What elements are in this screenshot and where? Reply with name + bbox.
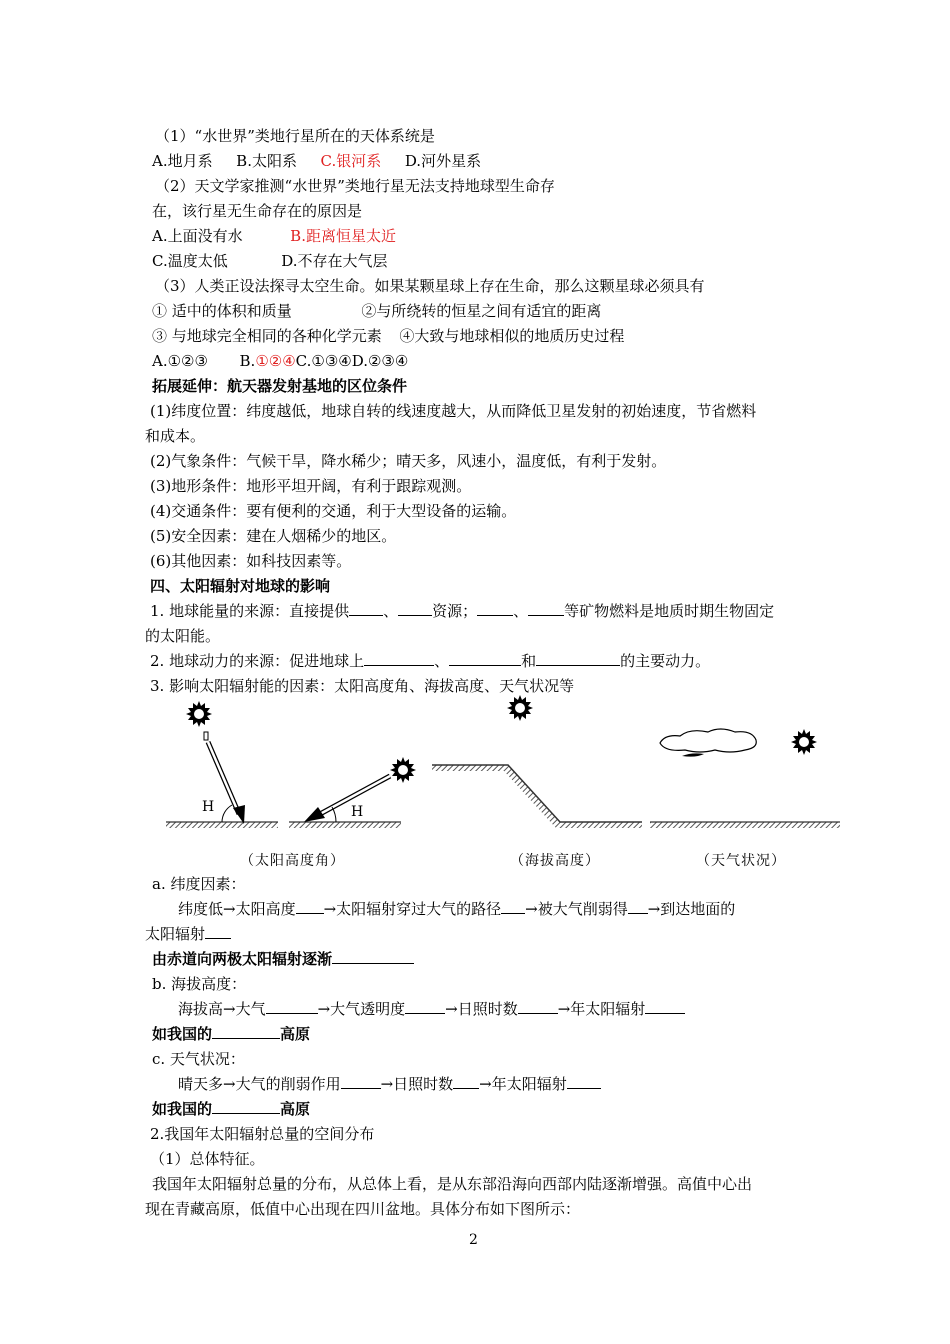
plateau-profile — [432, 765, 642, 828]
q3-item-4: ④大致与地球相似的地质历史过程 — [399, 327, 625, 345]
q3-option-b-answer: ①②④ — [255, 352, 296, 370]
factor-a-text: →太阳辐射穿过大气的路径 — [323, 900, 502, 918]
q3-items-row2 — [152, 326, 624, 346]
section4-line1 — [150, 601, 774, 621]
factor-c-text: 晴天多→大气的削弱作用 — [178, 1075, 341, 1093]
q2-options-row2 — [152, 251, 388, 271]
section4-line2-text-b: 的主要动力。 — [620, 652, 711, 670]
and-word: 和 — [521, 652, 537, 670]
q1-option-a: A.地月系 — [152, 152, 213, 170]
factor-a-conclusion — [152, 949, 414, 969]
section4-line1-text-b: 资源； — [432, 602, 478, 620]
q3-item-1: ① 适中的体积和质量 — [152, 302, 292, 320]
caption-elevation: （海拔高度） — [510, 853, 600, 869]
caption-weather: （天气状况） — [696, 853, 786, 869]
q2-stem-line2: 在，该行星无生命存在的原因是 — [152, 202, 363, 220]
sun-icon — [186, 701, 212, 727]
blank — [212, 1099, 280, 1114]
extension-p1-line2: 和成本。 — [145, 427, 206, 445]
factor-b-text: 海拔高→大气 — [178, 1000, 266, 1018]
q2-stem-line1: （2）天文学家推测“水世界”类地行星无法支持地球型生命存 — [155, 177, 555, 195]
blank — [398, 601, 432, 616]
factor-b-title: b. 海拔高度： — [152, 975, 247, 993]
section4-line3: 3. 影响太阳辐射能的因素：太阳高度角、海拔高度、天气状况等 — [150, 677, 575, 695]
blank — [528, 601, 564, 616]
q1-option-d: D.河外星系 — [404, 152, 482, 170]
q1-stem: （1）“水世界”类地行星所在的天体系统是 — [155, 127, 435, 145]
factor-c-title: c. 天气状况： — [152, 1050, 245, 1068]
factor-c-conclusion — [152, 1099, 310, 1119]
separator: 、 — [383, 602, 399, 620]
cloud-icon — [660, 729, 756, 757]
blank — [518, 999, 558, 1014]
factor-a-text: →到达地面的 — [647, 900, 736, 918]
blank — [205, 924, 231, 939]
extension-p2: (2)气象条件：气候干旱，降水稀少；晴天多，风速小，温度低，有利于发射。 — [150, 452, 667, 470]
q2-option-a: A.上面没有水 — [152, 227, 243, 245]
q3-item-2: ②与所绕转的恒星之间有适宜的距离 — [361, 302, 602, 320]
caption-sun-altitude: （太阳高度角） — [240, 853, 345, 869]
q3-option-b-prefix: B. — [239, 352, 256, 370]
extension-p1-line1: (1)纬度位置：纬度越低，地球自转的线速度越大，从而降低卫星发射的初始速度，节省燃料 — [150, 402, 757, 420]
q3-option-d: D.②③④ — [351, 352, 409, 370]
blank — [536, 651, 620, 666]
blank — [628, 899, 648, 914]
q2-option-c: C.温度太低 — [152, 252, 228, 270]
factor-a-line1 — [178, 899, 735, 919]
q3-stem: （3）人类正设法探寻太空生命。如果某颗星球上存在生命，那么这颗星球必须具有 — [155, 277, 705, 295]
figure-drawing — [160, 690, 850, 875]
factor-b-line1 — [178, 999, 685, 1019]
h-label-2: H — [351, 804, 364, 820]
section4-title: 四、太阳辐射对地球的影响 — [150, 577, 331, 595]
q3-item-3: ③ 与地球完全相同的各种化学元素 — [152, 327, 382, 345]
q2-option-d: D.不存在大气层 — [281, 252, 388, 270]
sun-icon — [390, 757, 416, 783]
sun-icon — [791, 729, 817, 755]
blank — [364, 651, 434, 666]
blank — [332, 949, 414, 964]
angle-arc-1 — [222, 805, 232, 822]
separator: 、 — [434, 652, 450, 670]
q3-option-a: A.①②③ — [152, 352, 208, 370]
section4-line1-text-c: 等矿物燃料是地质时期生物固定 — [564, 602, 775, 620]
separator: 、 — [513, 602, 529, 620]
section4-line2-text-a: 2. 地球动力的来源：促进地球上 — [150, 652, 365, 670]
distribution-p-line1: 我国年太阳辐射总量的分布，从总体上看，是从东部沿海向西部内陆逐渐增强。高值中心出 — [152, 1175, 753, 1193]
blank — [567, 1074, 601, 1089]
q2-options-row1 — [152, 226, 396, 246]
section4-line1-cont: 的太阳能。 — [145, 627, 221, 645]
q1-options — [152, 151, 481, 171]
blank — [296, 899, 324, 914]
section4-line2 — [150, 651, 710, 671]
q1-option-c-answer: C.银河系 — [320, 152, 382, 170]
factor-a-text: →被大气削弱得 — [525, 900, 628, 918]
blank — [212, 1024, 280, 1039]
extension-p6: (6)其他因素：如科技因素等。 — [150, 552, 352, 570]
page-number: 2 — [469, 1232, 478, 1248]
blank — [349, 601, 383, 616]
blank — [645, 999, 685, 1014]
factor-a-text: 太阳辐射 — [145, 925, 206, 943]
factor-c-text: →年太阳辐射 — [479, 1075, 567, 1093]
q3-items-row1 — [152, 301, 601, 321]
ground-strip-2 — [289, 822, 401, 828]
factor-a-line2 — [145, 924, 231, 944]
factor-b-text: →年太阳辐射 — [557, 1000, 646, 1018]
factor-a-text: 纬度低→太阳高度 — [178, 900, 296, 918]
extension-p5: (5)安全因素：建在人烟稀少的地区。 — [150, 527, 397, 545]
h-label-1: H — [202, 799, 215, 815]
blank — [477, 601, 513, 616]
factor-b-conclusion — [152, 1024, 310, 1044]
sun-icon — [507, 695, 533, 721]
q3-options — [152, 351, 408, 371]
q2-option-b-answer: B.距离恒星太近 — [290, 227, 396, 245]
factor-b-text: →大气透明度 — [317, 1000, 406, 1018]
low-sun-ray-arrow — [304, 776, 390, 822]
blank — [449, 651, 521, 666]
extension-p4: (4)交通条件：要有便利的交通，利于大型设备的运输。 — [150, 502, 517, 520]
blank — [341, 1074, 381, 1089]
factor-c-line1 — [178, 1074, 601, 1094]
blank — [405, 999, 445, 1014]
blank — [501, 899, 525, 914]
extension-title: 拓展延伸：航天器发射基地的区位条件 — [152, 377, 408, 395]
blank — [453, 1074, 479, 1089]
extension-p3: (3)地形条件：地形平坦开阔，有利于跟踪观测。 — [150, 477, 472, 495]
q1-option-b: B.太阳系 — [236, 152, 297, 170]
distribution-subtitle: （1）总体特征。 — [150, 1150, 265, 1168]
factor-b-conclusion-text: 如我国的 — [152, 1025, 213, 1043]
blank — [266, 999, 318, 1014]
distribution-title: 2.我国年太阳辐射总量的空间分布 — [150, 1125, 375, 1143]
section4-line1-text-a: 1. 地球能量的来源：直接提供 — [150, 602, 350, 620]
factor-c-text: →日照时数 — [380, 1075, 454, 1093]
factor-b-conclusion-text: 高原 — [280, 1025, 311, 1043]
factor-a-conclusion-text: 由赤道向两极太阳辐射逐渐 — [152, 950, 333, 968]
solar-radiation-factors-figure — [160, 690, 850, 875]
factor-b-text: →日照时数 — [445, 1000, 518, 1018]
ground-strip-3 — [650, 822, 840, 828]
ground-strip-1 — [166, 822, 278, 828]
factor-c-conclusion-text: 高原 — [280, 1100, 311, 1118]
distribution-p-line2: 现在青藏高原，低值中心出现在四川盆地。具体分布如下图所示： — [145, 1200, 581, 1218]
q3-option-c: C.①③④ — [295, 352, 352, 370]
factor-c-conclusion-text: 如我国的 — [152, 1100, 213, 1118]
factor-a-title: a. 纬度因素： — [152, 875, 246, 893]
